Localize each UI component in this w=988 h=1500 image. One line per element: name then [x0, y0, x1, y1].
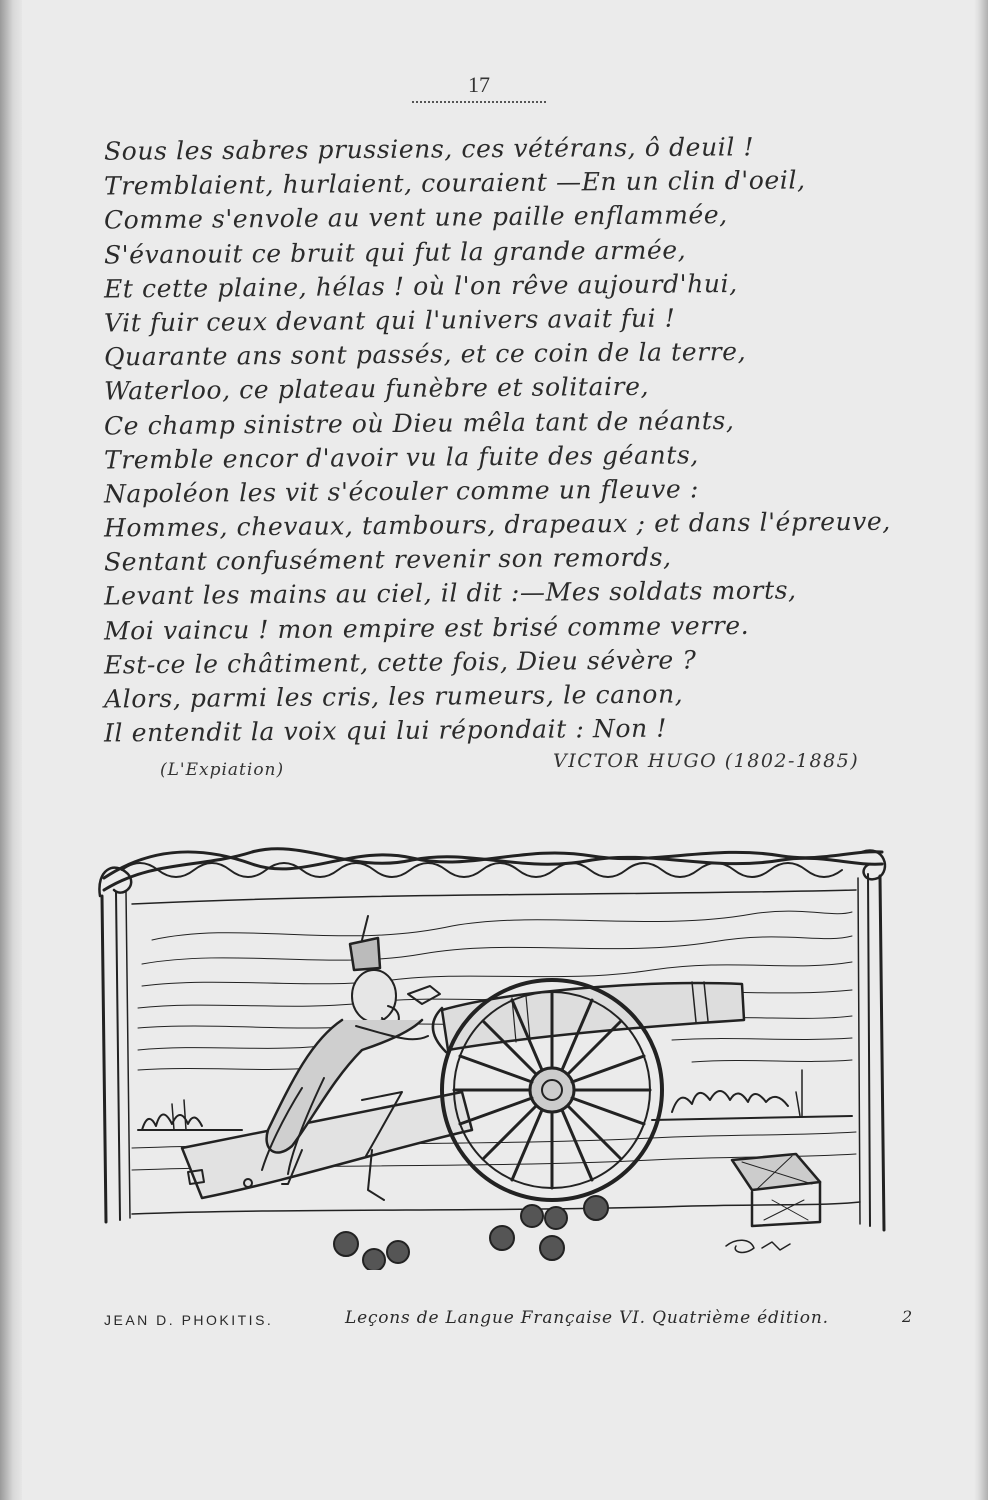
- footer-author: JEAN D. PHOKITIS.: [104, 1312, 274, 1328]
- poem-line: Il entendit la voix qui lui répondait : Non !: [103, 713, 668, 748]
- poem-line: Ce champ sinistre où Dieu mêla tant de néants,: [103, 405, 735, 440]
- footer-sheet-number: 2: [902, 1307, 913, 1326]
- poem-line: Alors, parmi les cris, les rumeurs, le canon,: [103, 679, 684, 714]
- poem-line: Et cette plaine, hélas ! où l'on rêve aujourd'hui,: [103, 268, 738, 304]
- poem-line: Waterloo, ce plateau funèbre et solitaire,: [103, 372, 650, 406]
- page-shadow-right: [974, 0, 988, 1500]
- page-number: 17: [468, 72, 490, 97]
- poem-line: Napoléon les vit s'écouler comme un fleuve :: [103, 474, 700, 509]
- cannon-illustration: [92, 830, 890, 1270]
- poem-line: Hommes, chevaux, tambours, drapeaux ; et dans l'épreuve,: [103, 506, 892, 543]
- poem-source: (L'Expiation): [160, 760, 285, 780]
- poem-line: Est-ce le châtiment, cette fois, Dieu sévère ?: [103, 645, 697, 680]
- poem-line: Sous les sabres prussiens, ces vétérans, ô deuil !: [103, 132, 755, 166]
- page-number-rule: [412, 101, 546, 103]
- poem-line: Sentant confusément revenir son remords,: [103, 542, 672, 577]
- poem-line: Vit fuir ceux devant qui l'univers avait fui !: [103, 303, 676, 338]
- poem-author: VICTOR HUGO (1802-1885): [553, 750, 860, 772]
- page-shadow-left: [0, 0, 22, 1500]
- poem-line: Tremble encor d'avoir vu la fuite des géants,: [103, 439, 700, 475]
- poem-line: Quarante ans sont passés, et ce coin de la terre,: [103, 337, 747, 372]
- poem: [104, 132, 904, 747]
- poem-line: S'évanouit ce bruit qui fut la grande armée,: [103, 234, 687, 270]
- poem-line: Levant les mains au ciel, il dit :—Mes soldats morts,: [103, 575, 797, 611]
- poem-line: Comme s'envole au vent une paille enflammée,: [103, 200, 728, 235]
- footer-book-title: Leçons de Langue Française VI. Quatrième édition.: [345, 1308, 829, 1328]
- poem-line: Moi vaincu ! mon empire est brisé comme verre.: [103, 610, 750, 646]
- poem-line: Tremblaient, hurlaient, couraient —En un clin d'oeil,: [103, 165, 806, 201]
